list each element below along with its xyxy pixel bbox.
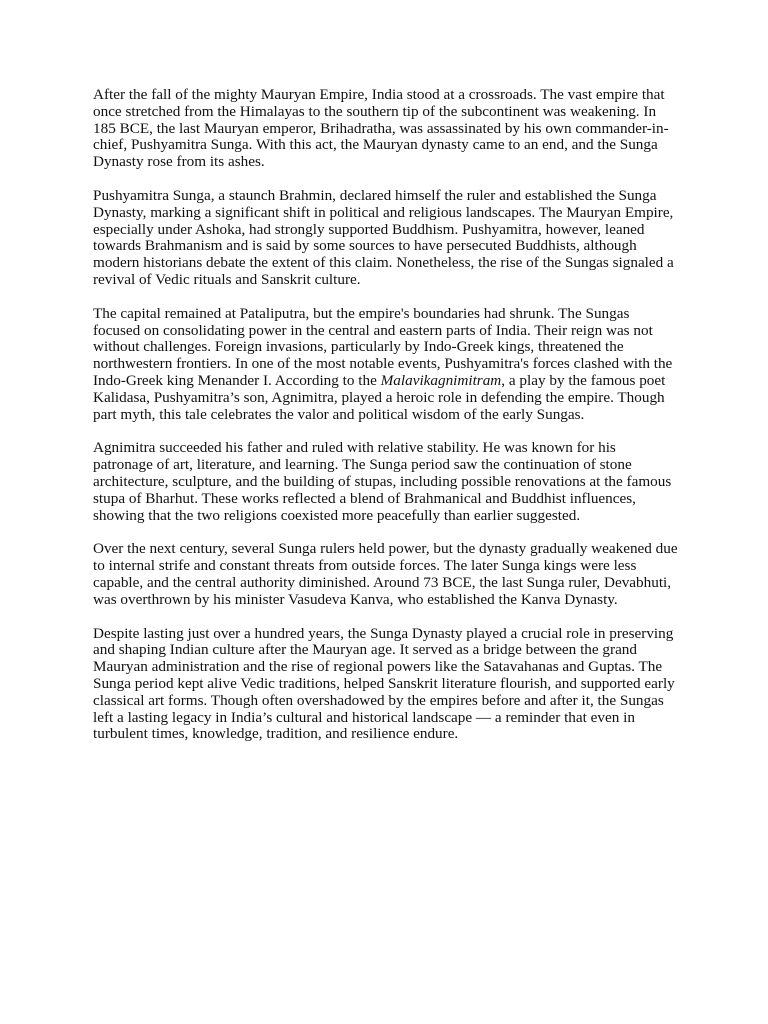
paragraph-pataliputra — [93, 306, 678, 424]
play-title: Malavikagnimitram — [380, 371, 502, 389]
paragraph-legacy: Despite lasting just over a hundred years, the Sunga Dynasty played a crucial role in preserving and shaping Indian culture after the Mauryan age. It served as a bridge between the grand Mauryan administration and the rise of regional powers like the Satavahanas and Guptas. The Sunga period kept alive Vedic traditions, helped Sanskrit literature flourish, and supported early classical art forms. Though often overshadowed by the empires before and after it, the Sungas left a lasting legacy in India’s cultural and historical landscape — a reminder that even in turbulent times, knowledge, tradition, and resilience endure. — [93, 624, 675, 743]
paragraph-decline: Over the next century, several Sunga rulers held power, but the dynasty gradually weakened due to internal strife and constant threats from outside forces. The later Sunga kings were less capable, and the central authority diminished. Around 73 BCE, the last Sunga ruler, Devabhuti, was overthrown by his minister Vasudeva Kanva, who established the Kanva Dynasty. — [93, 540, 678, 608]
document-body — [93, 87, 678, 760]
paragraph-pataliputra-before: The capital remained at Pataliputra, but the empire's boundaries had shrunk. The Sungas focused on consolidating power in the central and eastern parts of India. Their reign was not without challenges. Foreign invasions, particularly by Indo-Greek kings, threatened the northwestern frontiers. In one of the most notable events, Pushyamitra's forces clashed with the Indo-Greek king Menander I. According to the — [93, 304, 673, 389]
paragraph-agnimitra: Agnimitra succeeded his father and ruled with relative stability. He was known for his patronage of art, literature, and learning. The Sunga period saw the continuation of stone architecture, sculpture, and the building of stupas, including possible renovations at the famous stupa of Bharhut. These works reflected a blend of Brahmanical and Buddhist influences, showing that the two religions coexisted more peacefully than earlier suggested. — [93, 439, 672, 524]
paragraph-mauryan-fall: After the fall of the mighty Mauryan Empire, India stood at a crossroads. The vast empire that once stretched from the Himalayas to the southern tip of the subcontinent was weakening. In 185 BCE, the last Mauryan emperor, Brihadratha, was assassinated by his own commander-in-chief, Pushyamitra Sunga. With this act, the Mauryan dynasty came to an end, and the Sunga Dynasty rose from its ashes. — [93, 86, 669, 171]
paragraph-pushyamitra: Pushyamitra Sunga, a staunch Brahmin, declared himself the ruler and established the Sunga Dynasty, marking a significant shift in political and religious landscapes. The Mauryan Empire, especially under Ashoka, had strongly supported Buddhism. Pushyamitra, however, leaned towards Brahmanism and is said by some sources to have persecuted Buddhists, although modern historians debate the extent of this claim. Nonetheless, the rise of the Sungas signaled a revival of Vedic rituals and Sanskrit culture. — [93, 186, 674, 288]
paragraph-pataliputra-after: , a play by the famous poet Kalidasa, Pushyamitra’s son, Agnimitra, played a heroic role in defending the empire. Though part myth, this tale celebrates the valor and political wisdom of the early Sungas. — [93, 371, 666, 423]
